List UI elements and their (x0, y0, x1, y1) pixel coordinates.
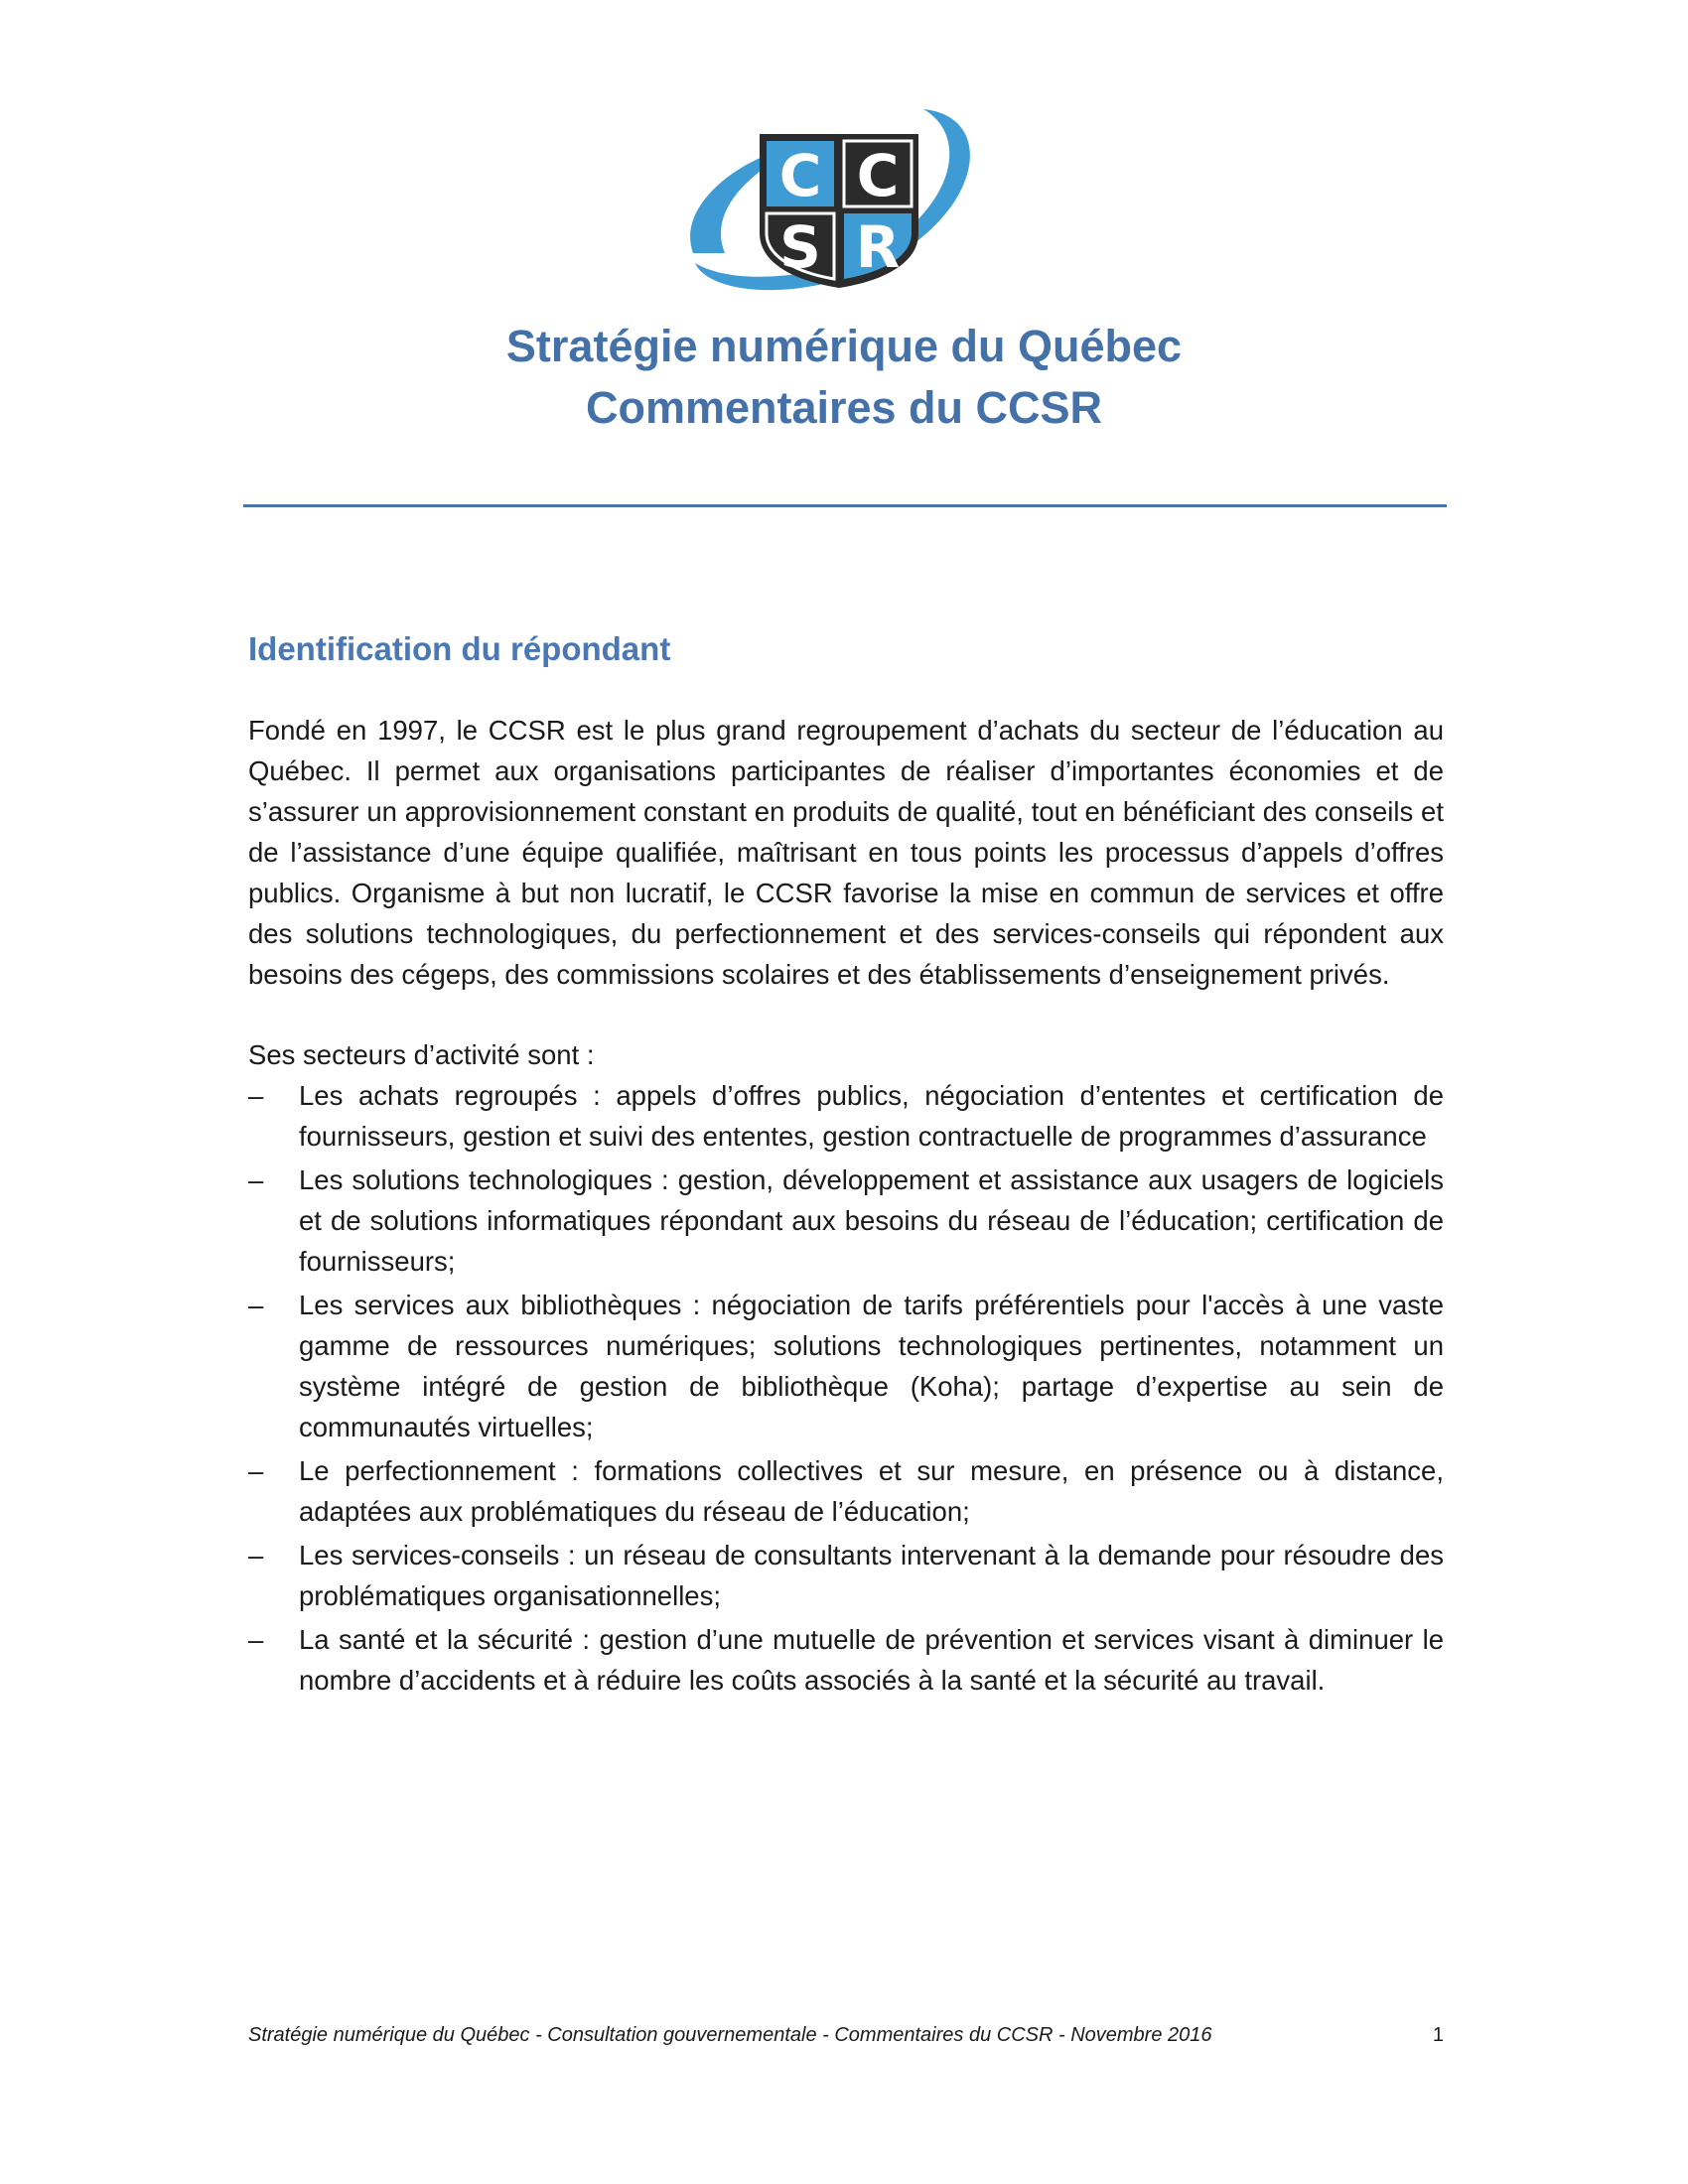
list-intro: Ses secteurs d’activité sont : (248, 1039, 595, 1070)
ccsr-logo (685, 104, 983, 293)
logo-letter-c1: C (778, 142, 822, 209)
list-item (248, 1160, 1444, 1282)
intro-paragraph: Fondé en 1997, le CCSR est le plus grand regroupement d’achats du secteur de l’éducation au Québec. Il permet aux organisations participantes de réaliser d’importantes économies et de s’assurer un approvisionnement constant en produits de qualité, tout en bénéficiant des conseils et de l’assistance d’une équipe qualifiée, maîtrisant en tous points les processus d’appels d’offres publics. Organisme à but non lucratif, le CCSR favorise la mise en commun de services et offre des solutions technologiques, du perfectionnement et des services-conseils qui répondent aux besoins des cégeps, des commissions scolaires et des établissements d’enseignement privés. (248, 715, 1444, 990)
list-item (248, 1619, 1444, 1701)
title-line-2: Commentaires du CCSR (585, 382, 1103, 433)
list-item-text: Les services-conseils : un réseau de consultants intervenant à la demande pour résoudre des problématiques organisationnelles; (299, 1540, 1444, 1611)
list-item (248, 1285, 1444, 1447)
dash-marker: – (248, 1080, 264, 1111)
section-body (248, 710, 1444, 1704)
list-item-text: Le perfectionnement : formations collectives et sur mesure, en présence ou à distance, adaptées aux problématiques du réseau de l’éducation; (299, 1455, 1444, 1527)
page-number: 1 (1432, 2024, 1444, 2046)
dash-marker: – (248, 1164, 264, 1195)
logo-letter-s: S (779, 213, 821, 281)
dash-marker: – (248, 1540, 264, 1570)
page-footer: Stratégie numérique du Québec - Consultation gouvernementale - Commentaires du CCSR - Novembre 2016 (248, 2024, 1212, 2046)
section-heading: Identification du répondant (248, 630, 671, 667)
list-item-text: Les achats regroupés : appels d’offres publics, négociation d’ententes et certification de fournisseurs, gestion et suivi des ententes, gestion contractuelle de programmes d’assurance (299, 1080, 1444, 1152)
dash-marker: – (248, 1455, 264, 1486)
list-item-text: Les services aux bibliothèques : négociation de tarifs préférentiels pour l'accès à une vaste gamme de ressources numériques; solutions technologiques pertinentes, notamment un système intégré de gestion de bibliothèque (Koha); partage d’expertise au sein de communautés virtuelles; (299, 1290, 1444, 1442)
list-item (248, 1075, 1444, 1157)
list-item-text: La santé et la sécurité : gestion d’une mutuelle de prévention et services visant à diminuer le nombre d’accidents et à réduire les coûts associés à la santé et la sécurité au travail. (299, 1624, 1444, 1696)
dash-marker: – (248, 1290, 264, 1320)
document-title (0, 316, 1688, 439)
logo-letter-c2: C (856, 142, 900, 209)
list-item (248, 1535, 1444, 1616)
dash-marker: – (248, 1624, 264, 1655)
title-line-1: Stratégie numérique du Québec (505, 321, 1183, 371)
list-item-text: Les solutions technologiques : gestion, développement et assistance aux usagers de logiciels et de solutions informatiques répondant aux besoins du réseau de l’éducation; certification de fournisseurs; (299, 1164, 1444, 1277)
title-divider (243, 504, 1447, 507)
logo-letter-r: R (855, 213, 901, 281)
activity-list (248, 1075, 1444, 1701)
list-item (248, 1450, 1444, 1532)
